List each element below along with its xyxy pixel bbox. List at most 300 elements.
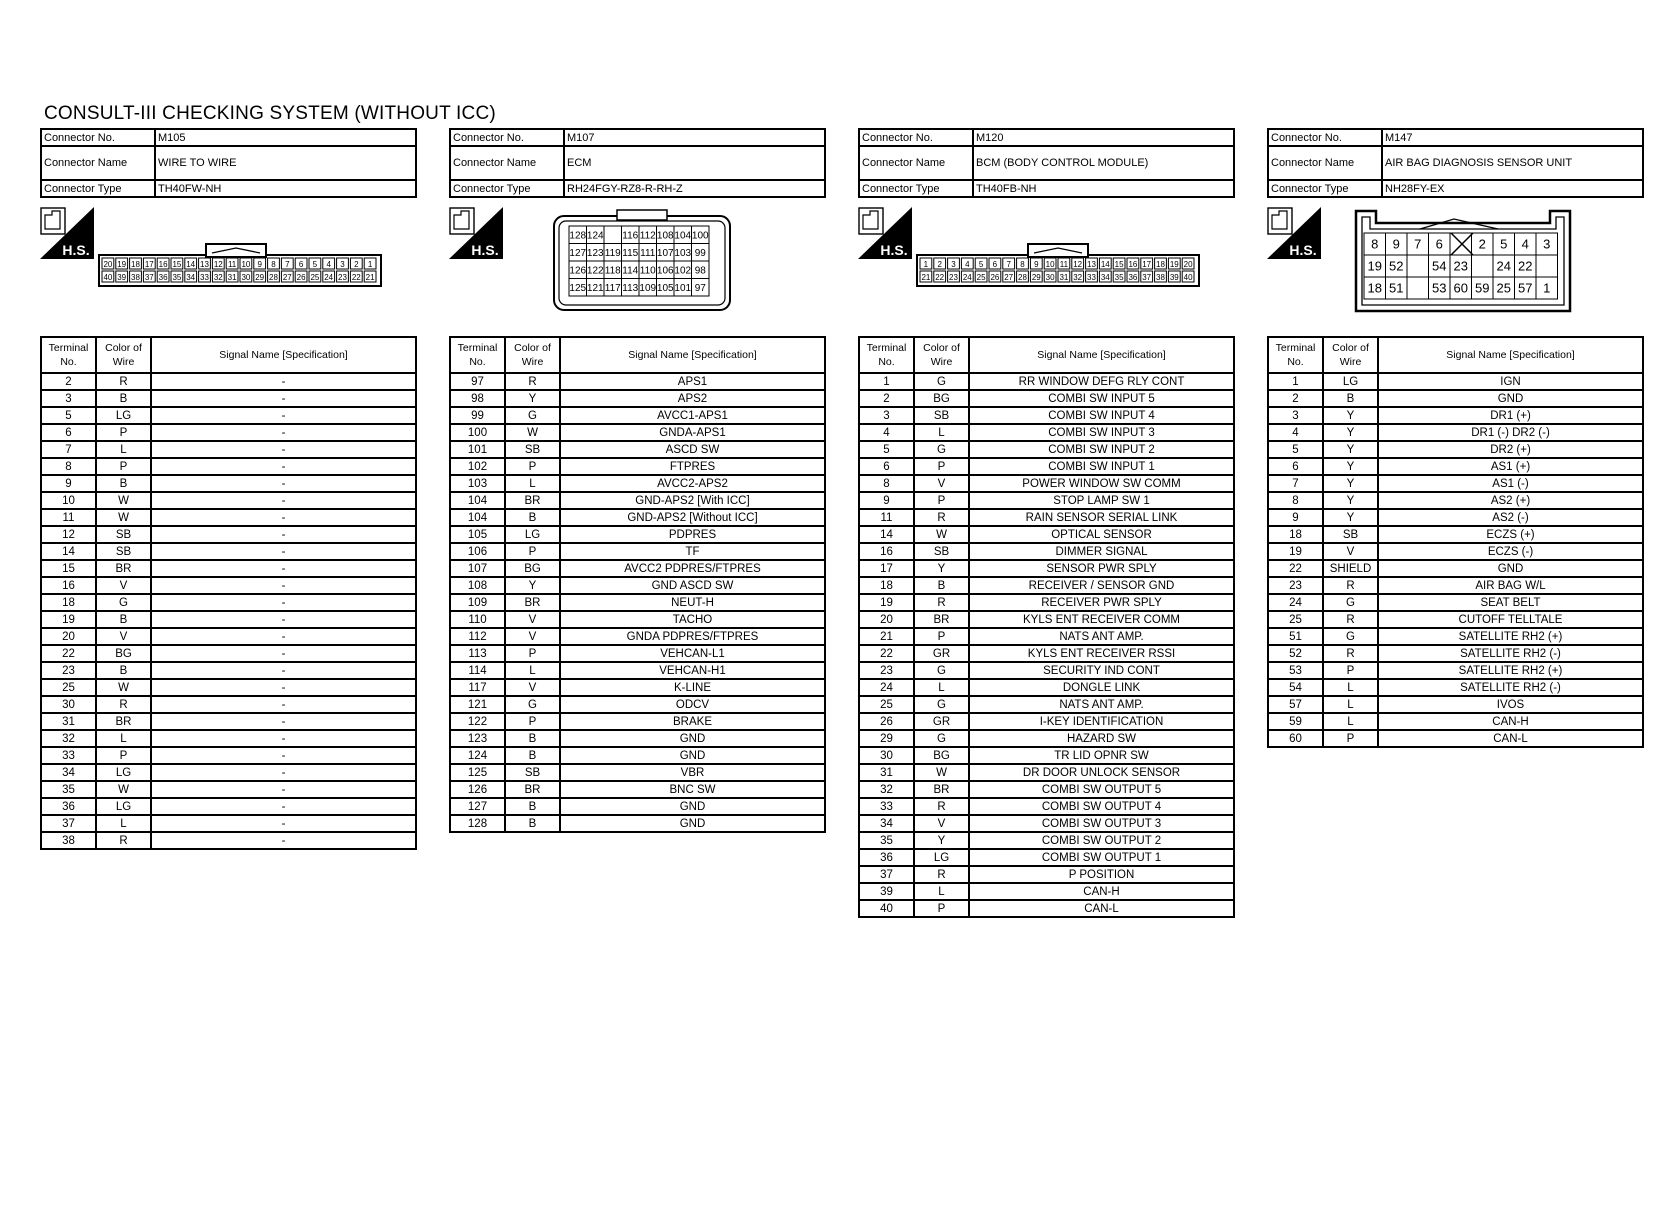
signal-name-cell: GNDA-APS1 <box>560 424 825 441</box>
signal-name-cell: - <box>151 475 416 492</box>
terminal-no-cell: 22 <box>41 645 96 662</box>
pin-label: 125 <box>569 282 587 294</box>
terminal-no-cell: 37 <box>859 866 914 883</box>
wire-color-cell: Y <box>505 577 560 594</box>
terminal-no-cell: 3 <box>859 407 914 424</box>
pin-label: 23 <box>338 273 347 282</box>
terminal-no-cell: 29 <box>859 730 914 747</box>
wire-color-cell: L <box>1323 679 1378 696</box>
table-row <box>450 764 825 781</box>
wire-color-cell: P <box>505 645 560 662</box>
signal-name-cell: - <box>151 628 416 645</box>
table-row <box>1268 458 1643 475</box>
table-row <box>1268 509 1643 526</box>
pin-label: 4 <box>965 260 970 269</box>
pin-label: 38 <box>1156 273 1165 282</box>
pin-label: 117 <box>604 282 621 294</box>
pin-label: 25 <box>976 273 986 282</box>
pin-label: 2 <box>354 260 359 269</box>
terminal-no-cell: 38 <box>41 832 96 849</box>
wire-color-cell: P <box>96 747 151 764</box>
pin-label: 15 <box>172 260 182 269</box>
connector-no-label: Connector No. <box>41 129 155 146</box>
terminal-no-cell: 14 <box>859 526 914 543</box>
hs-label: H.S. <box>62 242 90 258</box>
signal-name-cell: - <box>151 713 416 730</box>
terminal-no-cell: 10 <box>41 492 96 509</box>
terminal-no-cell: 33 <box>41 747 96 764</box>
pin-label: 21 <box>921 273 931 282</box>
terminal-no-cell: 23 <box>859 662 914 679</box>
pin-label: 11 <box>227 260 237 269</box>
terminal-no-cell: 12 <box>41 526 96 543</box>
wire-color-cell: LG <box>1323 373 1378 390</box>
terminal-no-cell: 23 <box>41 662 96 679</box>
wire-color-cell: V <box>505 628 560 645</box>
table-row <box>859 475 1234 492</box>
connector-block-m105 <box>40 128 417 850</box>
signal-name-cell: RR WINDOW DEFG RLY CONT <box>969 373 1234 390</box>
wire-color-cell: SB <box>505 441 560 458</box>
table-row <box>1268 390 1643 407</box>
terminal-no-cell: 59 <box>1268 713 1323 730</box>
signal-name-cell: RECEIVER PWR SPLY <box>969 594 1234 611</box>
signal-name-cell: AVCC2 PDPRES/FTPRES <box>560 560 825 577</box>
wire-color-cell: G <box>505 407 560 424</box>
wire-color-cell: R <box>96 696 151 713</box>
wire-color-cell: L <box>914 679 969 696</box>
connector-info-table <box>858 128 1235 198</box>
table-row <box>1268 560 1643 577</box>
terminal-no-cell: 26 <box>859 713 914 730</box>
table-row <box>859 662 1234 679</box>
pin-label: 5 <box>312 260 318 269</box>
wire-color-cell: P <box>914 458 969 475</box>
terminal-no-cell: 101 <box>450 441 505 458</box>
signal-name-cell: SEAT BELT <box>1378 594 1643 611</box>
signal-name-cell: POWER WINDOW SW COMM <box>969 475 1234 492</box>
table-row <box>859 679 1234 696</box>
table-row <box>1268 713 1643 730</box>
terminal-no-cell: 6 <box>859 458 914 475</box>
pin-label: 24 <box>1496 258 1511 274</box>
table-row <box>1268 696 1643 713</box>
table-row <box>1268 730 1643 747</box>
wire-color-header: Color of Wire <box>1323 337 1378 373</box>
wire-color-cell: P <box>914 628 969 645</box>
pin-label: 101 <box>674 282 692 294</box>
signal-name-cell: PDPRES <box>560 526 825 543</box>
table-row <box>450 424 825 441</box>
signal-name-cell: DIMMER SIGNAL <box>969 543 1234 560</box>
pin-label: 38 <box>131 273 140 282</box>
signal-name-cell: COMBI SW INPUT 3 <box>969 424 1234 441</box>
table-row <box>859 798 1234 815</box>
signal-name-cell: COMBI SW INPUT 2 <box>969 441 1234 458</box>
terminal-no-cell: 103 <box>450 475 505 492</box>
terminal-no-cell: 97 <box>450 373 505 390</box>
pin-label: 16 <box>158 260 168 269</box>
table-row <box>859 713 1234 730</box>
signal-name-cell: SENSOR PWR SPLY <box>969 560 1234 577</box>
wire-color-cell: L <box>1323 696 1378 713</box>
terminal-no-cell: 99 <box>450 407 505 424</box>
pin-table-m107 <box>449 336 826 833</box>
terminal-no-cell: 16 <box>859 543 914 560</box>
terminal-no-header: Terminal No. <box>1268 337 1323 373</box>
table-row <box>859 611 1234 628</box>
wire-color-cell: L <box>505 475 560 492</box>
wire-color-cell: BR <box>505 594 560 611</box>
table-row <box>859 764 1234 781</box>
table-row <box>859 832 1234 849</box>
pin-label: 4 <box>326 260 331 269</box>
connector-no-value: M120 <box>973 129 1234 146</box>
table-row <box>450 628 825 645</box>
pin-label: 113 <box>622 282 639 294</box>
pin-label: 35 <box>172 273 182 282</box>
table-row <box>1268 373 1643 390</box>
signal-name-cell: AS2 (+) <box>1378 492 1643 509</box>
pin-label: 27 <box>1004 273 1014 282</box>
wire-color-cell: W <box>96 679 151 696</box>
wire-color-cell: Y <box>505 390 560 407</box>
connector-no-value: M105 <box>155 129 416 146</box>
wire-color-cell: P <box>1323 662 1378 679</box>
terminal-no-cell: 113 <box>450 645 505 662</box>
terminal-no-cell: 15 <box>41 560 96 577</box>
pin-label: 6 <box>1435 236 1443 252</box>
terminal-no-cell: 9 <box>1268 509 1323 526</box>
wire-color-cell: B <box>505 747 560 764</box>
signal-name-cell: DR DOOR UNLOCK SENSOR <box>969 764 1234 781</box>
pin-label: 19 <box>117 260 127 269</box>
table-row <box>859 781 1234 798</box>
pin-label: 3 <box>1543 236 1551 252</box>
table-row <box>859 543 1234 560</box>
table-row <box>859 373 1234 390</box>
table-row <box>859 577 1234 594</box>
terminal-no-cell: 107 <box>450 560 505 577</box>
signal-name-cell: - <box>151 543 416 560</box>
pin-label: 109 <box>639 282 657 294</box>
wire-color-cell: BR <box>96 713 151 730</box>
table-row <box>1268 424 1643 441</box>
signal-name-cell: AVCC2-APS2 <box>560 475 825 492</box>
terminal-no-cell: 8 <box>41 458 96 475</box>
table-row <box>450 730 825 747</box>
table-row <box>450 713 825 730</box>
signal-name-cell: CAN-H <box>969 883 1234 900</box>
signal-name-cell: SATELLITE RH2 (+) <box>1378 628 1643 645</box>
terminal-no-cell: 4 <box>1268 424 1323 441</box>
wire-color-cell: LG <box>96 407 151 424</box>
terminal-no-cell: 22 <box>1268 560 1323 577</box>
wire-color-cell: BR <box>505 492 560 509</box>
table-row <box>859 390 1234 407</box>
signal-name-cell: RAIN SENSOR SERIAL LINK <box>969 509 1234 526</box>
pin-label: 34 <box>1100 273 1110 282</box>
terminal-no-cell: 21 <box>859 628 914 645</box>
wire-color-cell: V <box>505 679 560 696</box>
terminal-no-cell: 33 <box>859 798 914 815</box>
terminal-no-cell: 60 <box>1268 730 1323 747</box>
wire-color-cell: B <box>505 730 560 747</box>
signal-name-cell: - <box>151 373 416 390</box>
harness-side-icon <box>449 207 503 259</box>
wire-color-cell: G <box>1323 594 1378 611</box>
wire-color-cell: LG <box>96 798 151 815</box>
wire-color-cell: Y <box>914 832 969 849</box>
harness-side-icon <box>858 207 912 259</box>
wire-color-cell: BG <box>505 560 560 577</box>
signal-name-cell: GND <box>1378 560 1643 577</box>
connector-name-label: Connector Name <box>859 146 973 180</box>
terminal-no-cell: 19 <box>1268 543 1323 560</box>
signal-name-cell: IGN <box>1378 373 1643 390</box>
table-row <box>859 849 1234 866</box>
table-row <box>859 458 1234 475</box>
table-row <box>41 679 416 696</box>
terminal-no-cell: 20 <box>41 628 96 645</box>
connector-face-m107 <box>552 208 732 314</box>
pin-label: 40 <box>103 273 113 282</box>
table-row <box>450 407 825 424</box>
signal-name-cell: - <box>151 679 416 696</box>
pin-label: 30 <box>1045 273 1055 282</box>
signal-name-cell: - <box>151 458 416 475</box>
terminal-no-cell: 24 <box>1268 594 1323 611</box>
pin-label: 34 <box>186 273 196 282</box>
signal-name-cell: - <box>151 662 416 679</box>
pin-label: 3 <box>340 260 345 269</box>
terminal-no-cell: 11 <box>41 509 96 526</box>
terminal-no-cell: 34 <box>41 764 96 781</box>
wire-color-cell: BG <box>914 747 969 764</box>
signal-name-cell: - <box>151 526 416 543</box>
wire-color-cell: L <box>914 424 969 441</box>
terminal-no-cell: 36 <box>41 798 96 815</box>
connector-diagram <box>858 198 1235 336</box>
connector-info-table <box>40 128 417 198</box>
pin-table-m120 <box>858 336 1235 918</box>
pin-label: 124 <box>586 230 604 242</box>
pin-label: 127 <box>569 247 587 259</box>
table-row <box>450 798 825 815</box>
signal-name-cell: TR LID OPNR SW <box>969 747 1234 764</box>
table-row <box>1268 628 1643 645</box>
table-row <box>450 492 825 509</box>
table-row <box>859 526 1234 543</box>
pin-label: 123 <box>586 247 604 259</box>
connector-face-m120 <box>916 241 1200 287</box>
wire-color-cell: P <box>914 492 969 509</box>
terminal-no-cell: 125 <box>450 764 505 781</box>
terminal-no-cell: 35 <box>859 832 914 849</box>
pin-label: 24 <box>324 273 334 282</box>
pin-label: 37 <box>144 273 154 282</box>
table-row <box>41 492 416 509</box>
wire-color-cell: P <box>505 713 560 730</box>
wire-color-cell: P <box>505 458 560 475</box>
signal-name-cell: ODCV <box>560 696 825 713</box>
pin-label: 126 <box>569 265 587 277</box>
table-row <box>1268 526 1643 543</box>
connector-type-value: TH40FB-NH <box>973 180 1234 197</box>
table-row <box>41 611 416 628</box>
signal-name-header: Signal Name [Specification] <box>1378 337 1643 373</box>
signal-name-cell: COMBI SW OUTPUT 3 <box>969 815 1234 832</box>
signal-name-cell: - <box>151 577 416 594</box>
signal-name-cell: AS1 (-) <box>1378 475 1643 492</box>
wire-color-cell: SB <box>96 543 151 560</box>
table-row <box>450 509 825 526</box>
wire-color-cell: SB <box>96 526 151 543</box>
table-row <box>450 526 825 543</box>
pin-label: 22 <box>1518 258 1533 274</box>
pin-label: 9 <box>257 260 262 269</box>
terminal-no-cell: 126 <box>450 781 505 798</box>
pin-label: 99 <box>694 247 706 259</box>
terminal-no-cell: 114 <box>450 662 505 679</box>
terminal-no-cell: 25 <box>1268 611 1323 628</box>
signal-name-cell: NEUT-H <box>560 594 825 611</box>
signal-name-cell: STOP LAMP SW 1 <box>969 492 1234 509</box>
signal-name-cell: VBR <box>560 764 825 781</box>
signal-name-cell: KYLS ENT RECEIVER COMM <box>969 611 1234 628</box>
wire-color-cell: R <box>1323 577 1378 594</box>
wire-color-cell: R <box>914 798 969 815</box>
signal-name-cell: GND <box>560 747 825 764</box>
pin-label: 28 <box>1018 273 1027 282</box>
pin-label: 97 <box>694 282 706 294</box>
pin-label: 23 <box>1453 258 1468 274</box>
wire-color-cell: G <box>96 594 151 611</box>
wire-color-cell: Y <box>1323 441 1378 458</box>
table-row <box>859 509 1234 526</box>
pin-label: 119 <box>604 247 621 259</box>
pin-label: 17 <box>144 260 154 269</box>
table-row <box>41 390 416 407</box>
signal-name-cell: COMBI SW OUTPUT 5 <box>969 781 1234 798</box>
signal-name-cell: AVCC1-APS1 <box>560 407 825 424</box>
terminal-no-cell: 121 <box>450 696 505 713</box>
terminal-no-cell: 2 <box>41 373 96 390</box>
signal-name-cell: CAN-L <box>969 900 1234 917</box>
wire-color-cell: Y <box>1323 424 1378 441</box>
wire-color-cell: L <box>1323 713 1378 730</box>
pin-label: 22 <box>935 273 945 282</box>
terminal-no-cell: 127 <box>450 798 505 815</box>
terminal-no-cell: 30 <box>41 696 96 713</box>
table-row <box>450 560 825 577</box>
wire-color-cell: B <box>505 798 560 815</box>
terminal-no-cell: 54 <box>1268 679 1323 696</box>
signal-name-cell: VEHCAN-L1 <box>560 645 825 662</box>
pin-label: 12 <box>213 260 223 269</box>
signal-name-cell: COMBI SW OUTPUT 4 <box>969 798 1234 815</box>
signal-name-cell: - <box>151 441 416 458</box>
terminal-no-cell: 39 <box>859 883 914 900</box>
terminal-no-cell: 14 <box>41 543 96 560</box>
table-row <box>41 509 416 526</box>
pin-label: 7 <box>1414 236 1422 252</box>
terminal-no-cell: 9 <box>41 475 96 492</box>
table-row <box>859 696 1234 713</box>
signal-name-cell: - <box>151 611 416 628</box>
wire-color-cell: L <box>96 441 151 458</box>
table-row <box>450 543 825 560</box>
signal-name-cell: BRAKE <box>560 713 825 730</box>
wire-color-cell: B <box>96 662 151 679</box>
table-row <box>41 764 416 781</box>
connector-diagram <box>40 198 417 336</box>
table-row <box>41 458 416 475</box>
terminal-no-cell: 109 <box>450 594 505 611</box>
wire-color-cell: Y <box>1323 509 1378 526</box>
table-row <box>41 543 416 560</box>
hs-label: H.S. <box>1289 242 1317 258</box>
terminal-no-cell: 6 <box>41 424 96 441</box>
signal-name-cell: CAN-H <box>1378 713 1643 730</box>
pin-label: 23 <box>949 273 958 282</box>
pin-label: 21 <box>365 273 375 282</box>
signal-name-cell: APS2 <box>560 390 825 407</box>
signal-name-cell: - <box>151 509 416 526</box>
pin-label: 31 <box>227 273 237 282</box>
wire-color-cell: B <box>96 475 151 492</box>
pin-label: 24 <box>962 273 972 282</box>
table-row <box>450 696 825 713</box>
signal-name-cell: I-KEY IDENTIFICATION <box>969 713 1234 730</box>
terminal-no-cell: 25 <box>41 679 96 696</box>
table-row <box>41 475 416 492</box>
pin-label: 3 <box>951 260 956 269</box>
table-row <box>450 594 825 611</box>
pin-label: 40 <box>1183 273 1193 282</box>
terminal-no-cell: 5 <box>1268 441 1323 458</box>
wire-color-cell: R <box>914 509 969 526</box>
terminal-no-cell: 30 <box>859 747 914 764</box>
signal-name-cell: AS2 (-) <box>1378 509 1643 526</box>
connector-name-value: BCM (BODY CONTROL MODULE) <box>973 146 1234 180</box>
signal-name-cell: ECZS (-) <box>1378 543 1643 560</box>
pin-label: 22 <box>351 273 361 282</box>
pin-label: 52 <box>1389 258 1404 274</box>
terminal-no-cell: 100 <box>450 424 505 441</box>
pin-label: 2 <box>1478 236 1486 252</box>
wire-color-cell: W <box>914 764 969 781</box>
table-row <box>450 611 825 628</box>
pin-label: 30 <box>241 273 251 282</box>
signal-name-cell: OPTICAL SENSOR <box>969 526 1234 543</box>
signal-name-cell: DR1 (+) <box>1378 407 1643 424</box>
table-row <box>859 560 1234 577</box>
signal-name-cell: AIR BAG W/L <box>1378 577 1643 594</box>
pin-label: 5 <box>978 260 984 269</box>
wire-color-cell: Y <box>1323 458 1378 475</box>
wire-color-cell: SB <box>914 407 969 424</box>
connector-block-m147 <box>1267 128 1644 748</box>
connector-face-m105 <box>98 241 382 287</box>
pin-label: 107 <box>656 247 674 259</box>
terminal-no-cell: 2 <box>1268 390 1323 407</box>
terminal-no-cell: 25 <box>859 696 914 713</box>
signal-name-cell: GND <box>560 815 825 832</box>
table-row <box>41 832 416 849</box>
terminal-no-cell: 3 <box>41 390 96 407</box>
pin-label: 115 <box>622 247 639 259</box>
